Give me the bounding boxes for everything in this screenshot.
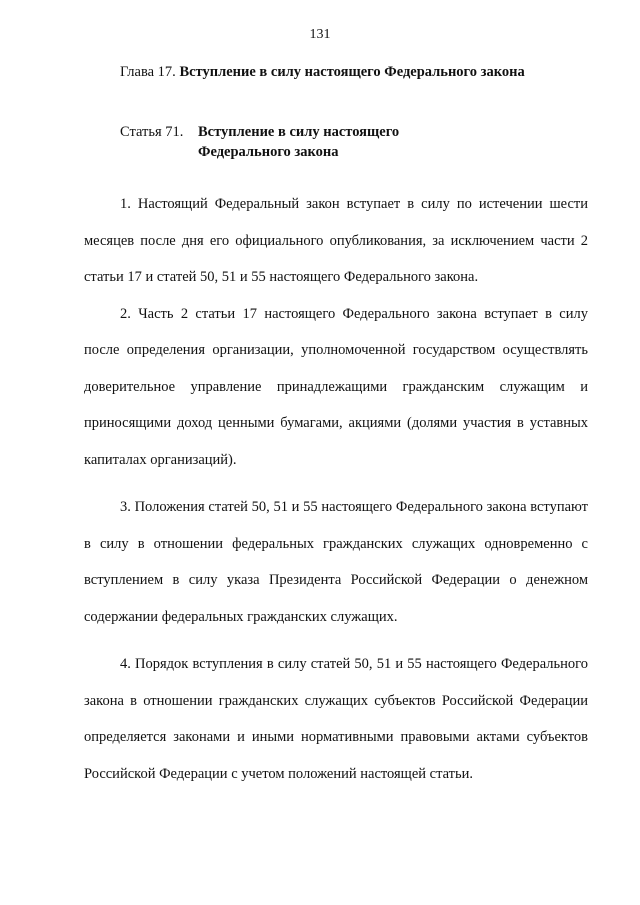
article-title-line1: Вступление в силу настоящего: [198, 124, 400, 140]
article-title-line2: Федерального закона: [198, 144, 339, 160]
chapter-label: Глава 17.: [120, 64, 176, 80]
article-label: Статья 71.: [120, 124, 184, 140]
chapter-title: Вступление в силу настоящего Федерального закона: [179, 64, 525, 80]
article-body: [84, 186, 588, 792]
article-heading: [120, 122, 438, 162]
paragraph-1: 1. Настоящий Федеральный закон вступает в силу по истечении шести месяцев после дня его официального опубликования, за исключением части 2 статьи 17 и статей 50, 51 и 55 настоящего Федерального закона.: [84, 196, 588, 285]
chapter-heading: [120, 64, 525, 81]
article-title: [198, 122, 438, 162]
paragraph-3: 3. Положения статей 50, 51 и 55 настоящего Федерального закона вступают в силу в отношении федеральных гражданских служащих одновременно с вступлением в силу указа Президента Российской Федерации о денежном содержании федеральных гражданских служащих.: [84, 499, 588, 625]
paragraph-4: 4. Порядок вступления в силу статей 50, 51 и 55 настоящего Федерального закона в отношении гражданских служащих субъектов Российской Федерации определяется законами и иными нормативными правовыми актами субъектов Российской Федерации с учетом положений настоящей статьи.: [84, 656, 588, 782]
paragraph-2: 2. Часть 2 статьи 17 настоящего Федерального закона вступает в силу после определения организации, уполномоченной государством осуществлять доверительное управление принадлежащими гражданским служащим и приносящими доход ценными бумагами, акциями (долями участия в уставных капиталах организаций).: [84, 305, 588, 468]
page-number: 131: [309, 27, 331, 42]
